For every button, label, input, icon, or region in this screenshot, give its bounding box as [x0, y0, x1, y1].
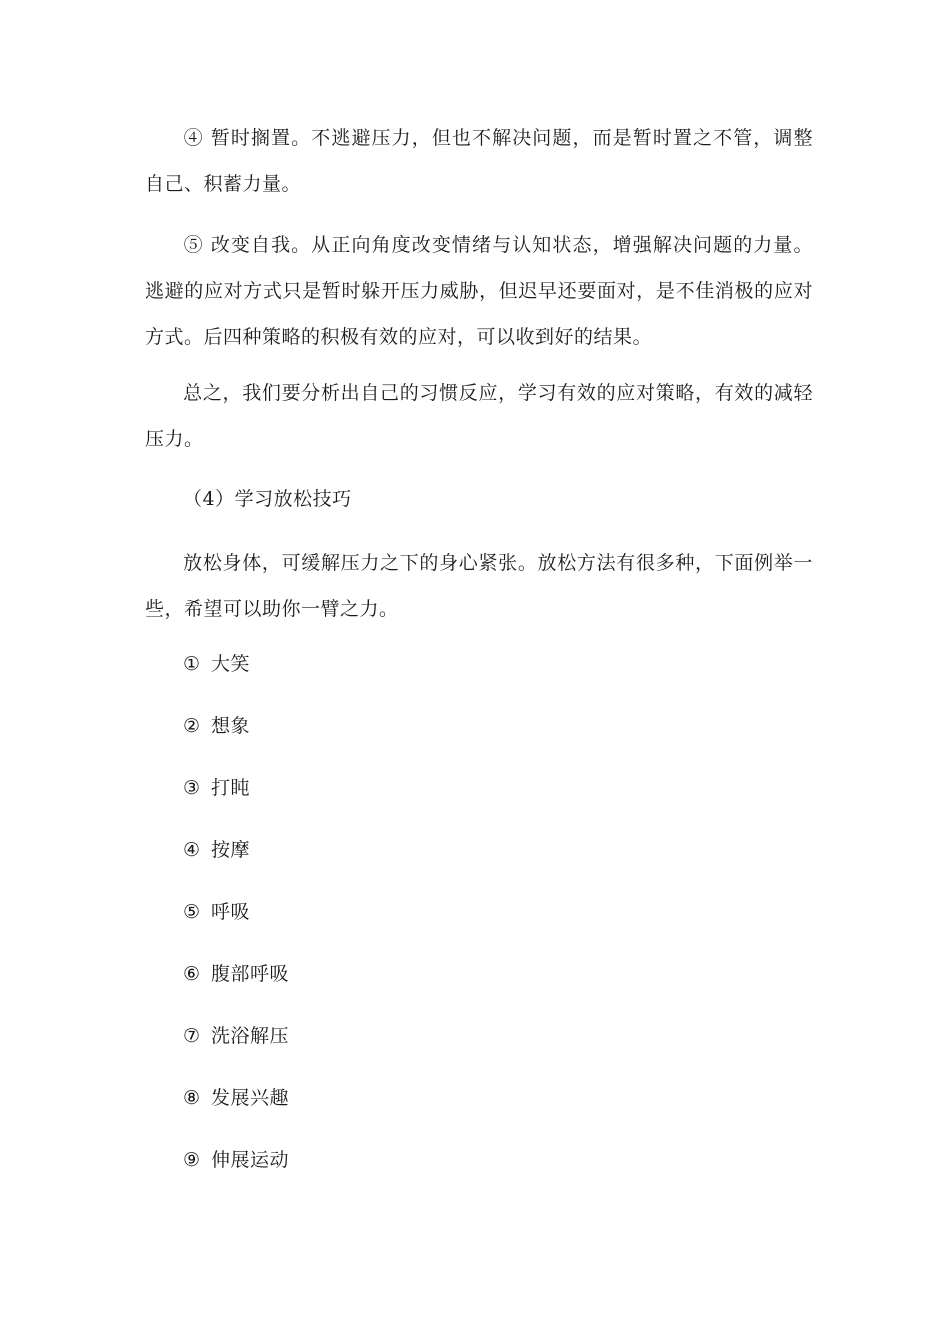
section-heading: （4）学习放松技巧 [183, 488, 352, 510]
paragraph-temporary-shelving [145, 115, 813, 207]
list-item-number: ③ [183, 777, 201, 799]
list-item-text: 按摩 [211, 839, 251, 861]
list-item [183, 896, 289, 958]
paragraph-text: 总之，我们要分析出自己的习惯反应，学习有效的应对策略，有效的减轻压力。 [145, 382, 813, 450]
list-item-text: 呼吸 [211, 901, 251, 923]
list-item-number: ⑤ [183, 901, 201, 923]
list-item [183, 1020, 289, 1082]
list-item-text: 伸展运动 [211, 1149, 290, 1171]
list-item-number: ④ [183, 839, 201, 861]
list-item [183, 648, 289, 710]
list-item [183, 834, 289, 896]
list-item [183, 1082, 289, 1144]
list-item [183, 958, 289, 1020]
list-item [183, 710, 289, 772]
list-item-text: 发展兴趣 [211, 1087, 290, 1109]
list-item-number: ⑧ [183, 1087, 201, 1109]
list-item-number: ⑨ [183, 1149, 201, 1171]
paragraph-self-change [145, 222, 813, 360]
list-item-text: 腹部呼吸 [211, 963, 290, 985]
paragraph-text: ⑤ 改变自我。从正向角度改变情绪与认知状态，增强解决问题的力量。 逃避的应对方式只是暂时躲开压力威胁，但迟早还要面对，是不佳消极的应对方式。后四种策略的积极有效的应对，可以收到好的结果。 [145, 234, 813, 348]
relaxation-methods-list [183, 648, 289, 1206]
paragraph-relaxation-intro [145, 540, 813, 632]
list-item-number: ① [183, 653, 201, 675]
list-item-text: 想象 [211, 715, 251, 737]
paragraph-summary [145, 370, 813, 462]
list-item [183, 772, 289, 834]
list-item-text: 大笑 [211, 653, 251, 675]
list-item-number: ⑥ [183, 963, 201, 985]
list-item-number: ⑦ [183, 1025, 201, 1047]
paragraph-text: 放松身体，可缓解压力之下的身心紧张。放松方法有很多种，下面例举一些，希望可以助你一臂之力。 [145, 552, 813, 620]
list-item [183, 1144, 289, 1206]
paragraph-text: ④ 暂时搁置。不逃避压力，但也不解决问题，而是暂时置之不管，调整自己、积蓄力量。 [145, 127, 813, 195]
list-item-text: 打盹 [211, 777, 251, 799]
list-item-number: ② [183, 715, 201, 737]
list-item-text: 洗浴解压 [211, 1025, 290, 1047]
